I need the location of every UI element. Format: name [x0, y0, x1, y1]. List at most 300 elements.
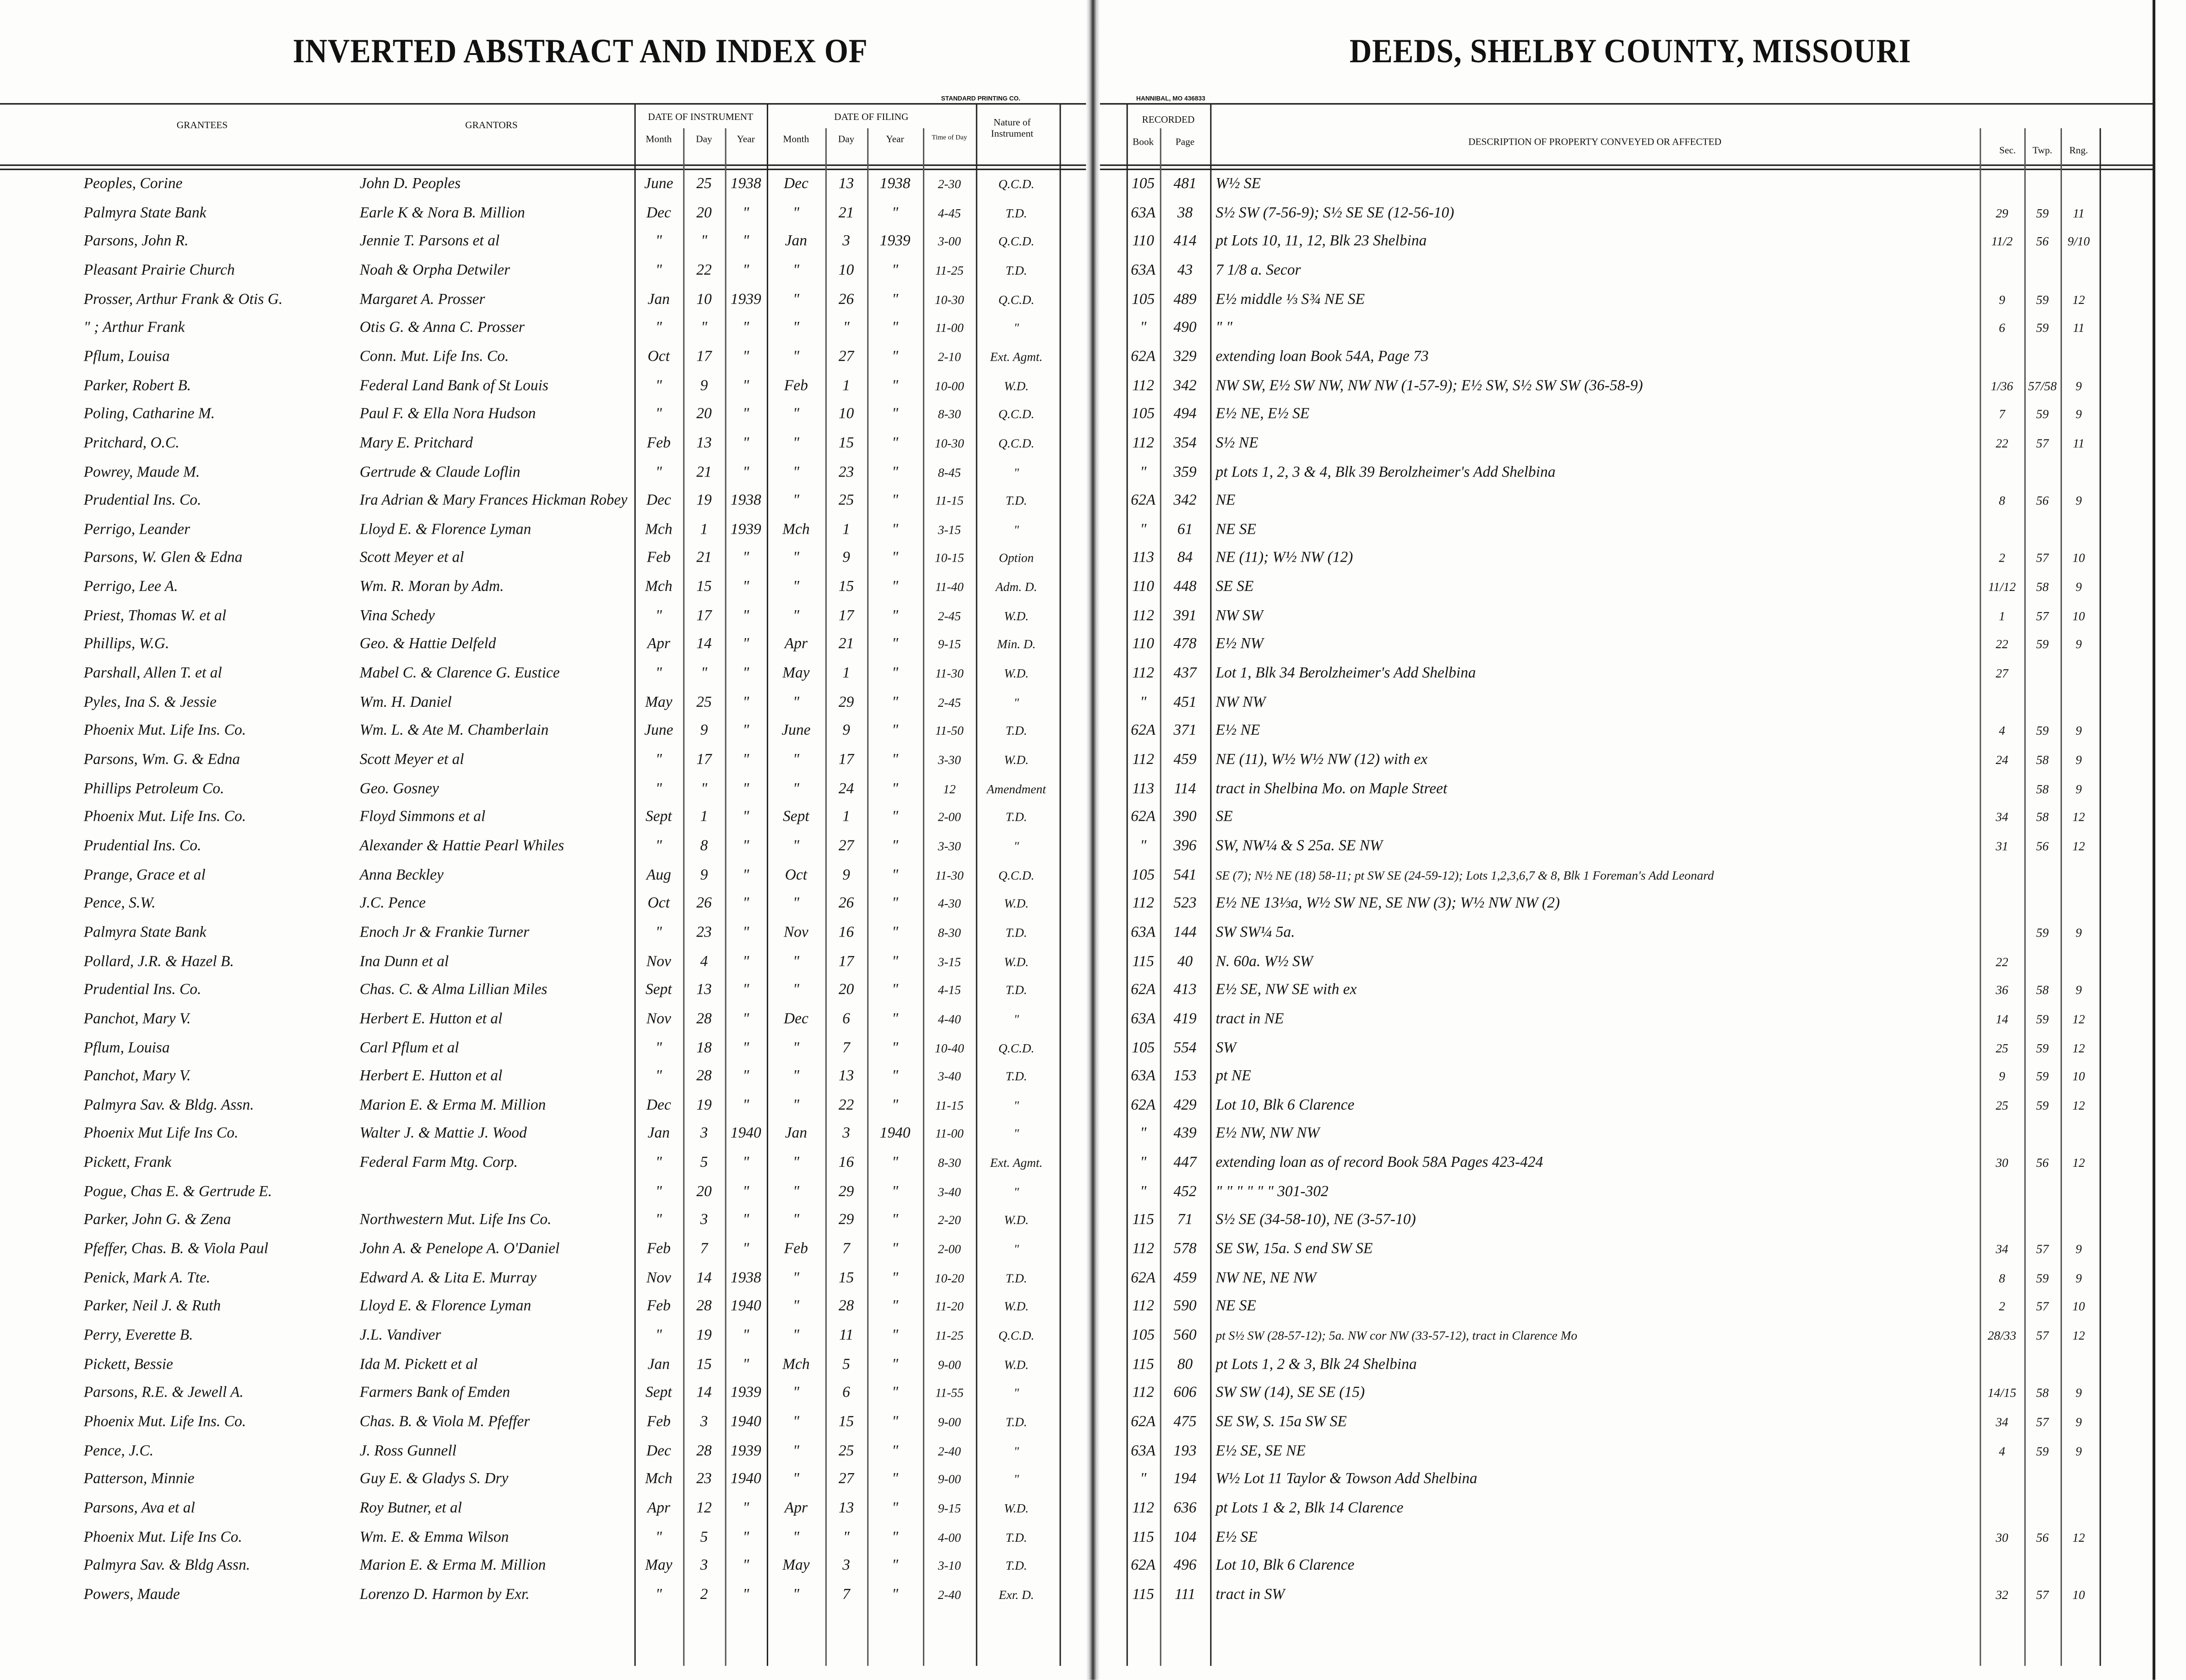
cell-twp: 57 — [2036, 1588, 2049, 1602]
cell-file-month: Mch — [782, 521, 810, 538]
cell-file-year: " — [892, 866, 899, 883]
table-row — [0, 199, 2186, 227]
cell-grantee: Prange, Grace et al — [83, 866, 206, 883]
cell-file-month: " — [792, 1269, 799, 1286]
cell-file-year: 1938 — [879, 175, 911, 193]
cell-file-year: " — [892, 1298, 899, 1315]
cell-book: 112 — [1132, 751, 1155, 768]
cell-inst-year: " — [743, 924, 749, 941]
cell-file-month: " — [792, 1183, 799, 1200]
cell-rng — [2061, 947, 2097, 975]
cell-grantor: Ira Adrian & Mary Frances Hickman Robey — [359, 492, 628, 509]
cell-inst-month: Oct — [647, 895, 670, 912]
cell-inst-day: 10 — [696, 291, 712, 308]
cell-rng: 9 — [2075, 493, 2082, 508]
cell-description: pt Lots 1, 2, 3 & 4, Blk 39 Berolzheimer's Add Shelbina — [1215, 463, 1556, 481]
cell-page: 606 — [1173, 1384, 1197, 1402]
cell-inst-year: " — [743, 406, 749, 423]
cell-grantee: Pogue, Chas E. & Gertrude E. — [83, 1183, 272, 1200]
cell-grantee: Palmyra Sav. & Bldg. Assn. — [83, 1097, 254, 1114]
cell-nature: " — [1014, 695, 1019, 710]
cell-inst-month: " — [655, 1154, 662, 1171]
cell-time: 3-15 — [938, 954, 961, 969]
cell-file-day: 15 — [838, 1269, 854, 1286]
table-row — [0, 1235, 2186, 1263]
cell-description: pt Lots 1 & 2, Blk 14 Clarence — [1215, 1500, 1404, 1517]
cell-inst-day: 3 — [700, 1413, 708, 1431]
cell-inst-day: 15 — [696, 579, 712, 596]
cell-inst-month: Feb — [646, 1413, 671, 1431]
cell-rng — [2061, 1350, 2097, 1378]
cell-file-day: 23 — [838, 463, 854, 481]
cell-rng: 12 — [2072, 1328, 2085, 1343]
cell-sec: 30 — [1996, 1530, 2008, 1544]
cell-file-day: 1 — [842, 809, 850, 826]
cell-page: 459 — [1173, 1269, 1197, 1286]
cell-twp: 57 — [2036, 1242, 2049, 1256]
cell-inst-month: " — [655, 233, 662, 250]
cell-grantee: Parker, Neil J. & Ruth — [83, 1298, 221, 1315]
cell-inst-day: 19 — [696, 1327, 712, 1344]
cell-inst-day: 4 — [700, 953, 708, 970]
cell-sec — [1980, 1494, 2024, 1522]
cell-grantor: Northwestern Mut. Life Ins Co. — [359, 1212, 552, 1229]
cell-file-year: " — [892, 521, 899, 538]
cell-file-day: 21 — [838, 204, 854, 222]
cell-nature: Q.C.D. — [998, 1041, 1035, 1055]
cell-file-day: " — [843, 1528, 850, 1545]
cell-grantor: Edward A. & Lita E. Murray — [359, 1269, 537, 1286]
cell-page: 71 — [1177, 1212, 1193, 1229]
cell-file-year: " — [892, 320, 899, 336]
cell-description: W½ Lot 11 Taylor & Towson Add Shelbina — [1215, 1471, 1477, 1488]
cell-sec — [1980, 890, 2024, 918]
cell-inst-month: Mch — [645, 1471, 673, 1488]
cell-rng: 10 — [2072, 609, 2085, 623]
cell-file-month: Dec — [783, 1010, 808, 1027]
cell-file-day: 27 — [838, 348, 854, 365]
cell-description: E½ NE 13⅓a, W½ SW NE, SE NW (3); W½ NW NW (2) — [1215, 895, 1560, 912]
cell-twp — [2024, 458, 2061, 486]
cell-rng: 9 — [2075, 925, 2082, 940]
table-row — [0, 861, 2186, 889]
cell-grantor: Herbert E. Hutton et al — [359, 1068, 503, 1085]
cell-book: " — [1140, 1125, 1147, 1143]
cell-twp: 59 — [2036, 724, 2049, 738]
cell-twp — [2024, 660, 2061, 688]
cell-twp: 57 — [2036, 1414, 2049, 1429]
cell-description: SE — [1215, 809, 1233, 826]
cell-inst-day: " — [700, 233, 707, 250]
cell-rng: 9 — [2075, 407, 2082, 422]
cell-grantor: Earle K & Nora B. Million — [359, 204, 525, 222]
cell-grantee: Pflum, Louisa — [83, 348, 170, 365]
cell-book: 112 — [1132, 377, 1155, 394]
cell-time: 11-30 — [935, 666, 964, 681]
cell-file-month: Jan — [785, 1125, 808, 1143]
cell-time: 3-30 — [938, 753, 961, 767]
cell-nature: " — [1014, 1443, 1019, 1458]
cell-rng — [2061, 1494, 2097, 1522]
cell-rng: 10 — [2072, 1069, 2085, 1084]
cell-grantor: Guy E. & Gladys S. Dry — [359, 1471, 509, 1488]
cell-inst-day: 8 — [700, 838, 708, 855]
cell-sec: 31 — [1996, 839, 2008, 853]
cell-twp: 57/58 — [2028, 378, 2057, 393]
cell-inst-day: 14 — [696, 1269, 712, 1286]
cell-page: 371 — [1173, 722, 1197, 740]
cell-inst-month: " — [655, 1068, 662, 1085]
table-row — [0, 401, 2186, 428]
cell-inst-day: 1 — [700, 521, 708, 538]
cell-grantor: Enoch Jr & Frankie Turner — [359, 924, 530, 941]
cell-file-day: 13 — [838, 175, 854, 193]
cell-file-day: 5 — [842, 1355, 850, 1373]
cell-time: 10-15 — [934, 551, 964, 565]
cell-time: 2-40 — [938, 1588, 961, 1602]
cell-file-month: " — [792, 780, 799, 797]
cell-file-month: " — [792, 1097, 799, 1114]
cell-file-month: " — [792, 751, 799, 768]
cell-book: 115 — [1132, 1528, 1155, 1545]
cell-description: NE SE — [1215, 521, 1256, 538]
cell-rng: 12 — [2072, 1155, 2085, 1170]
cell-description: pt S½ SW (28-57-12); 5a. NW cor NW (33-57-12), tract in Clarence Mo — [1215, 1328, 1578, 1343]
cell-twp: 59 — [2036, 321, 2049, 335]
cell-inst-year: " — [743, 1097, 749, 1114]
cell-file-year: " — [892, 1355, 899, 1373]
cell-file-year: " — [892, 1241, 899, 1258]
cell-sec: 28/33 — [1987, 1328, 2017, 1343]
cell-time: 4-00 — [938, 1530, 961, 1544]
cell-file-year: " — [892, 204, 899, 222]
cell-file-year: " — [892, 406, 899, 423]
cell-grantor: Federal Farm Mtg. Corp. — [359, 1154, 518, 1171]
table-row — [0, 746, 2186, 774]
cell-grantee: Pence, J.C. — [83, 1442, 154, 1459]
cell-inst-month: Jan — [647, 291, 670, 308]
cell-nature: Q.C.D. — [998, 234, 1035, 249]
cell-grantee: Pritchard, O.C. — [83, 434, 179, 452]
cell-page: 194 — [1173, 1471, 1197, 1488]
cell-rng: 10 — [2072, 551, 2085, 565]
cell-rng: 9 — [2075, 753, 2082, 767]
cell-page: 84 — [1177, 550, 1193, 567]
cell-grantee: Pflum, Louisa — [83, 1039, 170, 1056]
cell-time: 3-30 — [938, 839, 961, 853]
cell-inst-month: Sept — [645, 809, 672, 826]
cell-grantor: Margaret A. Prosser — [359, 291, 485, 308]
cell-description: pt Lots 1, 2 & 3, Blk 24 Shelbina — [1215, 1355, 1417, 1373]
cell-file-day: 16 — [838, 924, 854, 941]
col-inst-year: Year — [737, 134, 755, 145]
cell-book: 110 — [1132, 579, 1155, 596]
cell-sec: 7 — [1999, 407, 2005, 422]
printer-place: HANNIBAL, MO 436833 — [1136, 95, 1205, 102]
cell-description: " " " " " " 301-302 — [1215, 1183, 1329, 1200]
cell-page: 560 — [1173, 1327, 1197, 1344]
cell-file-year: " — [892, 780, 899, 797]
cell-grantee: Parsons, Wm. G. & Edna — [83, 751, 240, 768]
cell-book: 105 — [1132, 1327, 1155, 1344]
cell-file-day: 3 — [842, 1557, 850, 1574]
cell-file-month: Feb — [784, 1241, 808, 1258]
cell-grantee: Poling, Catharine M. — [83, 406, 215, 423]
cell-grantor: Otis G. & Anna C. Prosser — [359, 320, 525, 336]
cell-grantee: Pollard, J.R. & Hazel B. — [83, 953, 234, 970]
cell-file-month: " — [792, 463, 799, 481]
cell-rng — [2061, 1206, 2097, 1234]
cell-inst-month: " — [655, 1039, 662, 1056]
col-description: DESCRIPTION OF PROPERTY CONVEYED OR AFFECTED — [1468, 136, 1722, 148]
cell-grantor: Anna Beckley — [359, 866, 444, 883]
cell-inst-day: 5 — [700, 1528, 708, 1545]
cell-description: Lot 10, Blk 6 Clarence — [1215, 1097, 1355, 1114]
cell-time: 11-00 — [935, 1127, 964, 1141]
cell-inst-year: " — [743, 636, 749, 653]
cell-inst-year: " — [743, 320, 749, 336]
cell-page: 40 — [1177, 953, 1193, 970]
cell-sec: 24 — [1996, 753, 2008, 767]
cell-grantor: Paul F. & Ella Nora Hudson — [359, 406, 536, 423]
cell-grantee: Pickett, Bessie — [83, 1355, 174, 1373]
col-page: Page — [1175, 136, 1195, 148]
cell-book: 112 — [1132, 1384, 1155, 1402]
cell-grantor: Ida M. Pickett et al — [359, 1355, 478, 1373]
cell-file-year: " — [892, 463, 899, 481]
cell-book: 63A — [1131, 1068, 1156, 1085]
cell-sec — [1980, 1465, 2024, 1493]
table-row — [0, 487, 2186, 515]
cell-sec: 6 — [1999, 321, 2005, 335]
table-row — [0, 1494, 2186, 1522]
cell-time: 4-40 — [938, 1012, 961, 1026]
cell-sec: 22 — [1996, 637, 2008, 652]
cell-book: " — [1140, 1183, 1147, 1200]
cell-book: 112 — [1132, 434, 1155, 452]
cell-inst-month: " — [655, 924, 662, 941]
cell-file-day: 10 — [838, 406, 854, 423]
cell-rng: 11 — [2072, 436, 2085, 450]
cell-book: 115 — [1132, 953, 1155, 970]
table-row — [0, 976, 2186, 1004]
cell-grantee: Peoples, Corine — [83, 175, 183, 193]
cell-grantee: Perrigo, Lee A. — [83, 579, 178, 596]
cell-twp — [2024, 343, 2061, 371]
cell-rng: 12 — [2072, 1530, 2085, 1544]
cell-grantee: Pyles, Ina S. & Jessie — [83, 694, 217, 711]
col-date-of-filing: DATE OF FILING — [834, 111, 909, 123]
cell-file-month: " — [792, 550, 799, 567]
cell-nature: W.D. — [1004, 609, 1029, 623]
cell-book: 62A — [1131, 1557, 1156, 1574]
cell-twp: 57 — [2036, 1300, 2049, 1314]
cell-inst-year: " — [743, 780, 749, 797]
cell-description: NW SW, E½ SW NW, NW NW (1-57-9); E½ SW, S½ SW SW (36-58-9) — [1215, 377, 1643, 394]
cell-file-day: 16 — [838, 1154, 854, 1171]
cell-file-year: " — [892, 895, 899, 912]
cell-grantee: Pickett, Frank — [83, 1154, 172, 1171]
cell-grantor: Marion E. & Erma M. Million — [359, 1097, 546, 1114]
cell-file-day: 28 — [838, 1298, 854, 1315]
cell-nature: W.D. — [1004, 896, 1029, 911]
cell-book: 62A — [1131, 1269, 1156, 1286]
cell-sec — [1980, 256, 2024, 284]
cell-sec — [1980, 775, 2024, 802]
cell-nature: Ext. Agmt. — [990, 350, 1043, 364]
cell-inst-year: " — [743, 1327, 749, 1344]
cell-inst-year: " — [743, 1500, 749, 1517]
cell-file-month: " — [792, 1384, 799, 1402]
cell-file-month: " — [792, 348, 799, 365]
cell-inst-month: " — [655, 463, 662, 481]
cell-description: tract in NE — [1215, 1010, 1284, 1027]
cell-time: 10-20 — [934, 1271, 964, 1285]
cell-nature: W.D. — [1004, 378, 1029, 393]
cell-page: 43 — [1177, 262, 1193, 279]
cell-file-year: " — [892, 1413, 899, 1431]
cell-nature: T.D. — [1005, 263, 1027, 277]
cell-time: 9-00 — [938, 1357, 961, 1371]
cell-grantee: Parshall, Allen T. et al — [83, 665, 222, 682]
cell-twp: 58 — [2036, 580, 2049, 594]
cell-description: E½ SE, NW SE with ex — [1215, 981, 1357, 999]
cell-inst-month: " — [655, 377, 662, 394]
col-inst-month: Month — [645, 134, 672, 145]
cell-file-year: " — [892, 348, 899, 365]
cell-rng: 9 — [2075, 580, 2082, 594]
cell-file-day: 22 — [838, 1097, 854, 1114]
cell-book: 112 — [1132, 1241, 1155, 1258]
cell-sec: 29 — [1996, 206, 2008, 220]
cell-file-month: Apr — [784, 636, 808, 653]
cell-inst-day: 17 — [696, 607, 712, 624]
cell-time: 8-45 — [938, 465, 961, 479]
cell-description: S½ SW (7-56-9); S½ SE SE (12-56-10) — [1215, 204, 1454, 222]
cell-time: 8-30 — [938, 925, 961, 940]
cell-book: 63A — [1131, 204, 1156, 222]
cell-grantor: John D. Peoples — [359, 175, 461, 193]
cell-inst-month: Nov — [646, 953, 671, 970]
cell-file-day: 13 — [838, 1500, 854, 1517]
cell-nature: W.D. — [1004, 1300, 1029, 1314]
cell-grantor: Gertrude & Claude Loflin — [359, 463, 521, 481]
cell-inst-day: 13 — [696, 981, 712, 999]
cell-file-month: " — [792, 320, 799, 336]
cell-rng: 11 — [2072, 206, 2085, 220]
cell-file-year: " — [892, 694, 899, 711]
col-recorded: RECORDED — [1142, 114, 1195, 126]
cell-nature: Ext. Agmt. — [990, 1155, 1043, 1170]
cell-sec: 25 — [1996, 1041, 2008, 1055]
cell-file-month: Feb — [784, 377, 808, 394]
cell-description: extending loan as of record Book 58A Pages 423-424 — [1215, 1154, 1543, 1171]
cell-file-month: " — [792, 1212, 799, 1229]
cell-rng: 10 — [2072, 1588, 2085, 1602]
cell-file-year: " — [892, 665, 899, 682]
cell-page: 494 — [1173, 406, 1197, 423]
cell-description: S½ NE — [1215, 434, 1258, 452]
cell-book: 112 — [1132, 1298, 1155, 1315]
cell-time: 11-25 — [935, 1328, 964, 1343]
cell-inst-day: 2 — [700, 1586, 708, 1603]
cell-page: 114 — [1174, 780, 1196, 797]
cell-twp: 58 — [2036, 1386, 2049, 1400]
cell-file-month: Mch — [782, 1355, 810, 1373]
cell-inst-day: 3 — [700, 1557, 708, 1574]
cell-sec: 4 — [1999, 1443, 2005, 1458]
cell-rng — [2061, 1552, 2097, 1580]
cell-twp — [2024, 1494, 2061, 1522]
table-row — [0, 256, 2186, 284]
cell-file-month: " — [792, 434, 799, 452]
cell-sec: 25 — [1996, 1098, 2008, 1112]
cell-rng — [2061, 256, 2097, 284]
cell-file-year: " — [892, 1557, 899, 1574]
cell-inst-year: " — [743, 1557, 749, 1574]
cell-grantee: Parker, John G. & Zena — [83, 1212, 231, 1229]
cell-inst-year: " — [743, 722, 749, 740]
cell-grantor: John A. & Penelope A. O'Daniel — [359, 1241, 560, 1258]
cell-description: tract in SW — [1215, 1586, 1285, 1603]
cell-description: E½ NW — [1215, 636, 1264, 653]
cell-twp: 59 — [2036, 1271, 2049, 1285]
cell-inst-day: 14 — [696, 1384, 712, 1402]
cell-sec: 14 — [1996, 1012, 2008, 1026]
cell-grantee: Panchot, Mary V. — [83, 1068, 191, 1085]
cell-book: 112 — [1132, 607, 1155, 624]
cell-file-day: 29 — [838, 694, 854, 711]
cell-inst-month: May — [645, 694, 673, 711]
cell-book: 112 — [1132, 665, 1155, 682]
table-row — [0, 1322, 2186, 1349]
col-sec: Sec. — [1999, 145, 2016, 157]
cell-inst-year: " — [743, 1068, 749, 1085]
cell-file-day: 29 — [838, 1183, 854, 1200]
cell-file-year: " — [892, 1183, 899, 1200]
cell-book: " — [1140, 320, 1147, 336]
cell-grantee: Parker, Robert B. — [83, 377, 191, 394]
cell-inst-year: " — [743, 694, 749, 711]
cell-nature: " — [1014, 1184, 1019, 1199]
cell-inst-year: " — [743, 1154, 749, 1171]
cell-inst-month: Sept — [645, 1384, 672, 1402]
cell-inst-day: 17 — [696, 348, 712, 365]
cell-file-year: " — [892, 1442, 899, 1459]
cell-twp — [2024, 1120, 2061, 1148]
cell-inst-month: " — [655, 780, 662, 797]
cell-description: pt NE — [1215, 1068, 1251, 1085]
cell-sec — [1980, 919, 2024, 947]
cell-book: 113 — [1132, 780, 1155, 797]
cell-inst-month: " — [655, 1528, 662, 1545]
cell-grantee: " ; Arthur Frank — [83, 320, 185, 336]
cell-inst-month: Dec — [646, 492, 671, 509]
cell-inst-day: " — [700, 780, 707, 797]
cell-description: SW SW (14), SE SE (15) — [1215, 1384, 1365, 1402]
cell-inst-year: 1940 — [730, 1125, 761, 1143]
cell-page: 489 — [1173, 291, 1197, 308]
cell-file-day: 27 — [838, 838, 854, 855]
cell-rng: 9/10 — [2067, 234, 2090, 249]
cell-description: Lot 10, Blk 6 Clarence — [1215, 1557, 1355, 1574]
cell-inst-day: 21 — [696, 550, 712, 567]
cell-time: 11-55 — [935, 1386, 964, 1400]
table-row — [0, 1091, 2186, 1119]
col-nature: Nature of Instrument — [991, 117, 1034, 140]
cell-description: tract in Shelbina Mo. on Maple Street — [1215, 780, 1448, 797]
cell-time: 9-00 — [938, 1472, 961, 1487]
